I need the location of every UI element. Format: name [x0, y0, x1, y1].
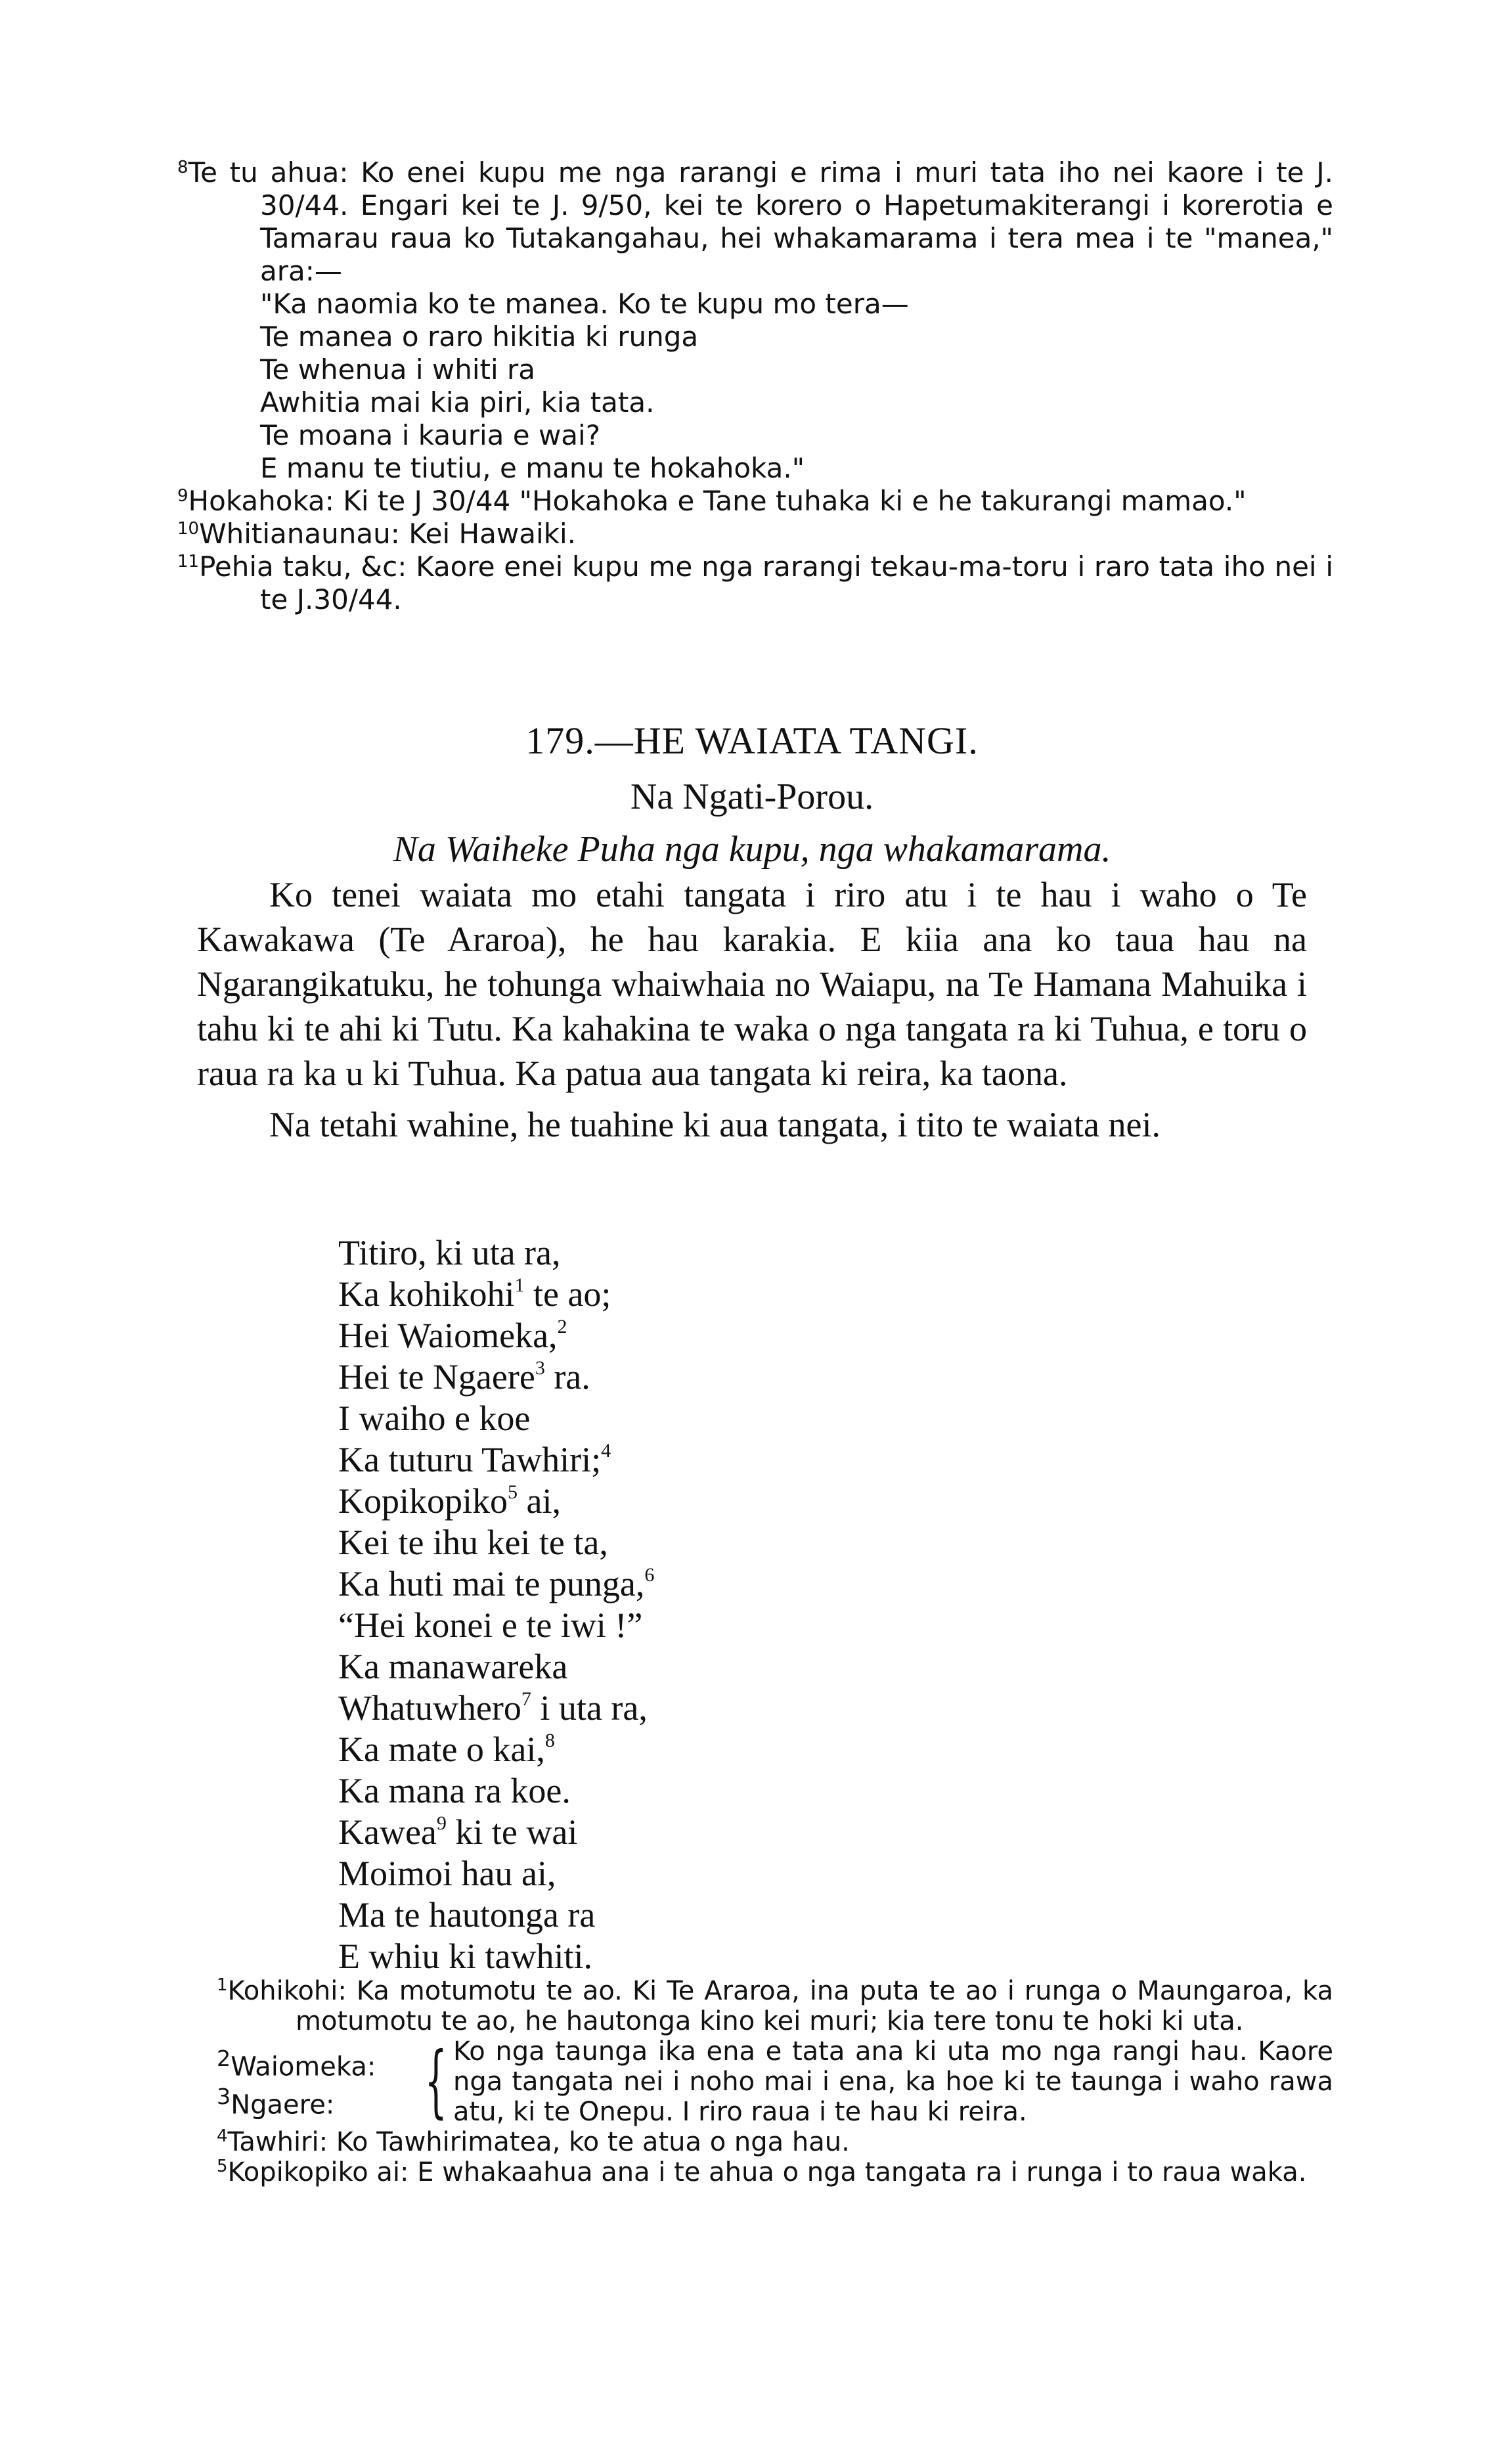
- poem-line: [338, 1315, 654, 1356]
- quote-line: Te whenua i whiti ra: [260, 353, 535, 386]
- brace-label: [217, 2082, 414, 2120]
- footnote-text: Te tu ahua: Ko enei kupu me nga rarangi e rima i muri tata iho nei kaore i te J. 30/44. Engari kei te J. 9/50, kei te korero o Hapetumakiterangi i korerotia e Tamarau raua ko Tutakangahau, hei whakamarama i tera mea i te "manea," ara:—: [188, 156, 1333, 287]
- poem-line-text: Ma te hautonga ra: [338, 1895, 596, 1935]
- footnote-2-3: [217, 2036, 1333, 2127]
- poem-line-text: Hei Waiomeka,: [338, 1316, 558, 1355]
- poem-line-text: E whiu ki tawhiti.: [338, 1937, 592, 1976]
- poem-line-text: ai,: [518, 1481, 561, 1521]
- footnote-marker: 2: [217, 2045, 231, 2071]
- poem-line-text: Kei te ihu kei te ta,: [338, 1523, 608, 1562]
- poem-line-text: Whatuwhero: [338, 1688, 521, 1728]
- brace-symbol: {: [424, 2036, 447, 2127]
- quote-line: "Ka naomia ko te manea. Ko te kupu mo tera—: [260, 288, 909, 320]
- footnote-10: [177, 518, 1333, 550]
- poem-note-marker: 2: [557, 1316, 567, 1337]
- poem-line-text: Kawea: [338, 1812, 437, 1852]
- poem-line: [338, 1936, 654, 1977]
- footnote-9: [177, 485, 1333, 518]
- poem-note-marker: 5: [508, 1481, 518, 1503]
- poem-line: [338, 1522, 654, 1563]
- footnote-marker: 8: [177, 158, 188, 177]
- poem-note-marker: 6: [644, 1564, 655, 1586]
- footnote-term: Waiomeka:: [231, 2051, 376, 2082]
- song-title: 179.—HE WAIATA TANGI.: [525, 719, 979, 762]
- poem-line: [338, 1274, 654, 1315]
- footnote-5: [217, 2157, 1333, 2187]
- poem-line: [338, 1232, 654, 1274]
- poem-line-text: Hei te Ngaere: [338, 1357, 535, 1397]
- poem-line-text: Ka mana ra koe.: [338, 1771, 571, 1810]
- poem-line-text: ra.: [544, 1357, 590, 1397]
- footnote-1: [217, 1976, 1333, 2036]
- poem-line: [338, 1812, 654, 1853]
- poem-line-text: Titiro, ki uta ra,: [338, 1233, 561, 1272]
- poem-line-text: te ao;: [524, 1274, 611, 1314]
- poem-line: [338, 1605, 654, 1646]
- poem-line-text: Ka manawareka: [338, 1647, 568, 1686]
- poem-line-text: Kopikopiko: [338, 1481, 508, 1521]
- poem-line-text: Ka kohikohi: [338, 1274, 515, 1314]
- poem-line: [338, 1646, 654, 1688]
- song-byline: Na Waiheke Puha nga kupu, nga whakamarama.: [393, 829, 1111, 870]
- poem-line: [338, 1729, 654, 1770]
- poem-note-marker: 4: [601, 1440, 611, 1462]
- footnote-term: Ngaere:: [231, 2090, 335, 2120]
- poem-line-text: Moimoi hau ai,: [338, 1854, 556, 1893]
- poem-line: [338, 1853, 654, 1894]
- poem-line: [338, 1770, 654, 1812]
- quote-line: Awhitia mai kia piri, kia tata.: [260, 386, 655, 418]
- footnote-text: Ko nga taunga ika ena e tata ana ki uta mo nga rangi hau. Kaore nga tangata nei i noho mai i ena, ka hoe ki te taunga i waho rawa atu, ki te Onepu. I riro raua i te hau ki reira.: [453, 2036, 1333, 2127]
- poem-line: [338, 1481, 654, 1522]
- poem-note-marker: 1: [514, 1274, 525, 1296]
- bottom-footnotes: [217, 1976, 1333, 2187]
- poem-line: [338, 1439, 654, 1481]
- top-footnotes: [177, 156, 1333, 616]
- poem-line-text: Ka mate o kai,: [338, 1730, 545, 1769]
- prose-paragraph: Ko tenei waiata mo etahi tangata i riro atu i te hau i waho o Te Kawakawa (Te Araroa), he hau karakia. E kiia ana ko taua hau na Ngarangikatuku, he tohunga whaiwhaia no Waiapu, na Te Hamana Mahuika i tahu ki te ahi ki Tutu. Ka kahakina te waka o nga tangata ra ki Tuhua, e toru o raua ra ka u ki Tuhua. Ka patua aua tangata ki reira, ka taona.: [197, 875, 1307, 1093]
- poem-line: [338, 1894, 654, 1936]
- footnote-marker: 9: [177, 486, 188, 506]
- footnote-marker: 1: [217, 1975, 228, 1995]
- footnote-marker: 3: [217, 2084, 231, 2109]
- poem: [338, 1232, 654, 1977]
- poem-line-text: “Hei konei e te iwi !”: [338, 1605, 643, 1645]
- footnote-marker: 10: [177, 519, 200, 539]
- brace-label: [217, 2044, 414, 2082]
- footnote-text: Tawhiri: Ko Tawhirimatea, ko te atua o nga hau.: [227, 2127, 850, 2157]
- footnote-marker: 11: [177, 552, 200, 571]
- poem-line: [338, 1356, 654, 1398]
- footnote-text: Pehia taku, &c: Kaore enei kupu me nga rarangi tekau-ma-toru i raro tata iho nei i te J.30/44.: [199, 550, 1333, 616]
- footnote-text: Kohikohi: Ka motumotu te ao. Ki Te Araroa, ina puta te ao i runga o Maungaroa, ka motumotu te ao, he hautonga kino kei muri; kia tere tonu te hoki ki uta.: [227, 1976, 1333, 2036]
- poem-note-marker: 3: [535, 1357, 545, 1379]
- footnote-8-quote: [177, 288, 1333, 485]
- poem-line-text: ki te wai: [446, 1812, 578, 1852]
- footnote-marker: 4: [217, 2126, 228, 2146]
- poem-line: [338, 1398, 654, 1439]
- song-subtitle: Na Ngati-Porou.: [630, 776, 874, 817]
- poem-line-text: i uta ra,: [531, 1688, 648, 1728]
- poem-note-marker: 9: [436, 1812, 447, 1834]
- brace-labels: [217, 2044, 414, 2120]
- quote-line: Te moana i kauria e wai?: [260, 419, 600, 451]
- footnote-marker: 5: [217, 2157, 228, 2176]
- quote-line: E manu te tiutiu, e manu te hokahoka.": [260, 452, 805, 484]
- poem-line: [338, 1563, 654, 1605]
- footnote-text: Whitianaunau: Kei Hawaiki.: [199, 518, 576, 550]
- quote-line: Te manea o raro hikitia ki runga: [260, 321, 699, 353]
- footnote-text: Kopikopiko ai: E whakaahua ana i te ahua o nga tangata ra i runga i to raua waka.: [227, 2157, 1307, 2187]
- poem-line-text: I waiho e koe: [338, 1399, 531, 1438]
- footnote-11: [177, 550, 1333, 616]
- poem-note-marker: 8: [544, 1730, 555, 1751]
- footnote-4: [217, 2127, 1333, 2157]
- poem-line: [338, 1688, 654, 1729]
- footnote-8: [177, 156, 1333, 288]
- poem-note-marker: 7: [521, 1688, 531, 1710]
- intro-prose: [197, 872, 1307, 1147]
- prose-paragraph: Na tetahi wahine, he tuahine ki aua tangata, i tito te waiata nei.: [269, 1105, 1161, 1144]
- footnote-text: Hokahoka: Ki te J 30/44 "Hokahoka e Tane tuhaka ki e he takurangi mamao.": [188, 485, 1247, 517]
- poem-line-text: Ka huti mai te punga,: [338, 1564, 645, 1603]
- poem-line-text: Ka tuturu Tawhiri;: [338, 1440, 602, 1479]
